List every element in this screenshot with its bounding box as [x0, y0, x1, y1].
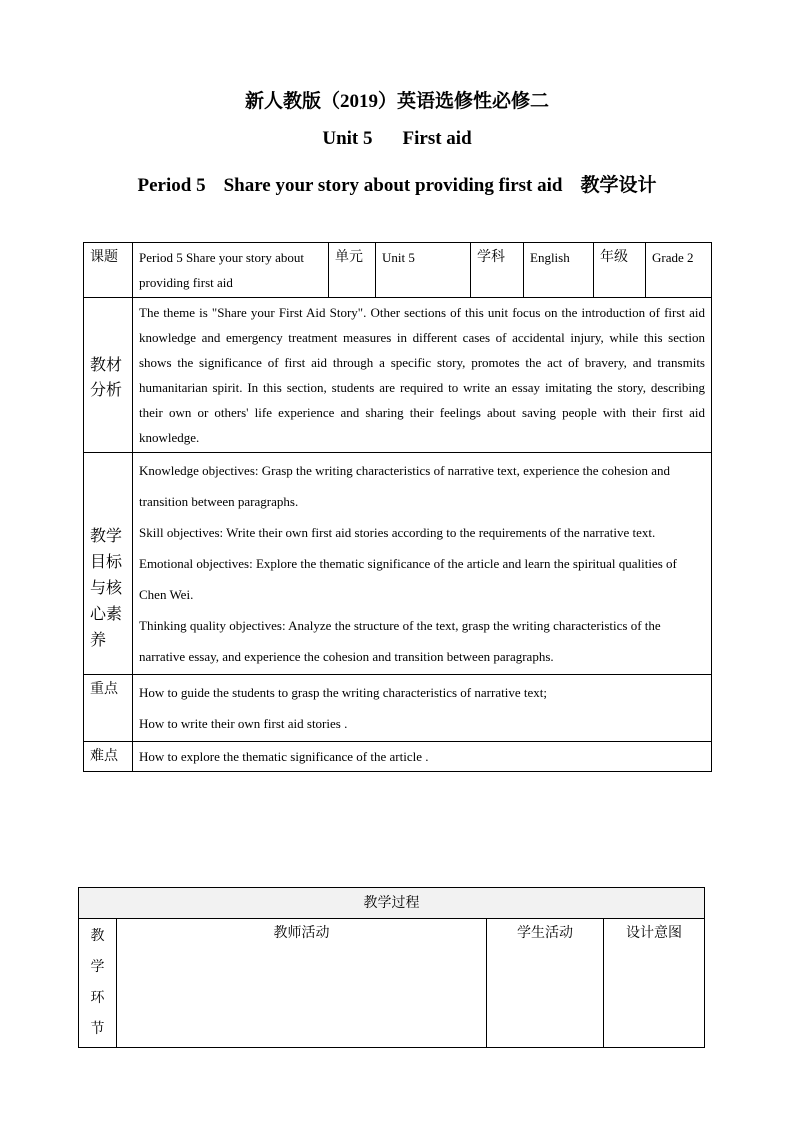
document-title: 新人教版（2019）英语选修性必修二	[244, 91, 549, 112]
unit-heading	[0, 128, 794, 150]
period-label: Period 5	[137, 175, 206, 196]
period-heading	[0, 170, 794, 197]
difficulty-row	[84, 742, 712, 772]
analysis-text: The theme is "Share your First Aid Story". Other sections of this unit focus on the introduction of first aid knowledge and emergency treatment measures in different cases of accidental injury, while this section shows the significance of first aid through a specific story, promotes the act of bravery, and transmits humanitarian spirit. In this section, students are required to write an essay imitating the story, describing their own or others' life experience and sharing their feelings about saving people with their first aid knowledge.	[139, 305, 705, 445]
objective-label: Skill objectives:	[139, 525, 224, 540]
unit-cell-label: 单元	[329, 243, 376, 298]
key-points-label: 重点	[84, 675, 133, 742]
objective-text: Write their own first aid stories according to the requirements of the narrative text.	[226, 525, 656, 540]
objectives-label: 教学目标与核心素养	[84, 453, 133, 675]
objective-thinking	[139, 610, 705, 672]
teacher-column-header: 教师活动	[117, 919, 487, 1048]
grade-value: Grade 2	[646, 243, 712, 298]
stage-header-text: 教学环节	[90, 928, 105, 1037]
intent-column-header: 设计意图	[604, 919, 705, 1048]
objectives-cell	[133, 453, 712, 675]
unit-label: Unit 5	[322, 128, 373, 149]
student-column-header: 学生活动	[487, 919, 604, 1048]
objective-emotional	[139, 548, 705, 610]
analysis-cell	[133, 298, 712, 453]
lesson-info-table	[83, 242, 712, 772]
objective-text: Grasp the writing characteristics of narrative text, experience the cohesion and transition between paragraphs.	[139, 463, 670, 509]
objective-text: Explore the thematic significance of the article and learn the spiritual qualities of Chen Wei.	[139, 556, 677, 602]
objective-text: Analyze the structure of the text, grasp the writing characteristics of the narrative essay, and experience the cohesion and transition between paragraphs.	[139, 618, 661, 664]
period-title: Share your story about providing first aid	[223, 175, 563, 196]
key-points-row	[84, 675, 712, 742]
key-point-line: How to guide the students to grasp the writing characteristics of narrative text;	[139, 685, 547, 700]
topic-label: 课题	[84, 243, 133, 298]
analysis-row	[84, 298, 712, 453]
stage-column-header	[79, 919, 117, 1048]
objective-knowledge	[139, 455, 705, 517]
subject-value: English	[524, 243, 594, 298]
process-title-row	[79, 888, 705, 919]
info-row	[84, 243, 712, 298]
key-point-line: How to write their own first aid stories .	[139, 716, 348, 731]
grade-label: 年级	[594, 243, 646, 298]
objective-label: Emotional objectives:	[139, 556, 253, 571]
topic-value: Period 5 Share your story about providing first aid	[133, 243, 329, 298]
difficulty-text: How to explore the thematic significance of the article .	[133, 742, 712, 772]
design-suffix: 教学设计	[580, 174, 657, 196]
unit-title: First aid	[402, 128, 472, 149]
objective-label: Thinking quality objectives:	[139, 618, 286, 633]
objective-label: Knowledge objectives:	[139, 463, 259, 478]
process-header-row	[79, 919, 705, 1048]
objectives-row	[84, 453, 712, 675]
key-points-cell	[133, 675, 712, 742]
subject-label: 学科	[471, 243, 524, 298]
analysis-label: 教材分析	[84, 298, 133, 453]
unit-cell-value: Unit 5	[376, 243, 471, 298]
objective-skill	[139, 517, 705, 548]
process-table	[78, 887, 705, 1048]
process-title: 教学过程	[79, 888, 705, 919]
difficulty-label: 难点	[84, 742, 133, 772]
